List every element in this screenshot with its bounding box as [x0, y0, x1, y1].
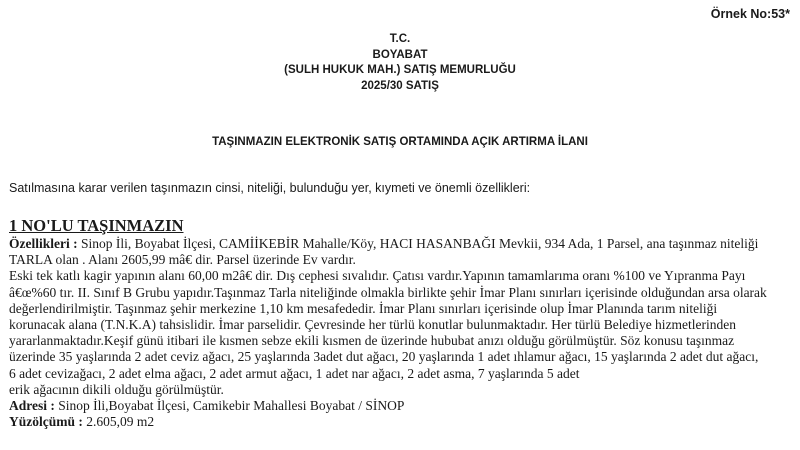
announcement-title: TAŞINMAZIN ELEKTRONİK SATIŞ ORTAMINDA AÇIK ARTIRMA İLANI [212, 136, 588, 148]
area-label: Yüzölçümü : [9, 414, 83, 430]
features-label: Özellikleri : [9, 236, 78, 251]
property-section [9, 216, 794, 430]
address-label: Adresi : [9, 398, 55, 414]
header-line-tc: T.C. [389, 33, 411, 45]
area-line [9, 414, 794, 430]
address-line [9, 398, 794, 414]
features-line: 6 adet cevizağacı, 2 adet elma ağacı, 2 adet armut ağacı, 1 adet nar ağacı, 2 adet asma, 7 yaşlarında 5 adet [9, 365, 580, 381]
features-line: Eski tek katlı kagir yapının alanı 60,00 m2â€ dir. Dış cephesi sıvalıdır. Çatısı vardır.Yapının tamamlarıma oranı %100 ve Yıpranma Payı [9, 268, 746, 284]
features-line: TARLA olan . Alanı 2605,99 mâ€ dir. Parsel üzerinde Ev vardır. [9, 252, 356, 268]
address-value: Sinop İli,Boyabat İlçesi, Camikebir Mahallesi Boyabat / SİNOP [54, 398, 405, 414]
example-number: Örnek No:53* [710, 7, 790, 21]
features-line: değerlendirilmiştir. Taşınmaz şehir merkezine 1,10 km mesafededir. İmar Planı sınırları içerisinde olup İmar Planında tarım niteliği [9, 300, 718, 316]
features-line: erik ağacının dikili olduğu görülmüştür. [9, 381, 224, 397]
features-line: â€œ%60 tır. II. Sınıf B Grubu yapıdır.Taşınmaz Tarla niteliğinde olmakla birlikte şehir İmar Planı sınırları içerisinde olduğundan arsa olarak [9, 284, 767, 300]
features-line: korunacak alana (T.N.K.A) tahsislidir. İmar parselidir. Çevresinde her türlü konutlar bulunmaktadır. Her türlü Belediye hizmetlerinden [9, 317, 737, 333]
header-line-district: BOYABAT [372, 48, 428, 61]
header-line-case-no: 2025/30 SATIŞ [361, 79, 439, 92]
intro-text: Satılmasına karar verilen taşınmazın cinsi, niteliği, bulunduğu yer, kıymeti ve önemli özellikleri: [9, 181, 531, 195]
features-text: Sinop İli, Boyabat İlçesi, CAMİİKEBİR Mahalle/Köy, HACI HASANBAĞI Mevkii, 934 Ada, 1 Parsel, ana taşınmaz niteliği [77, 236, 759, 251]
property-heading: 1 NO'LU TAŞINMAZIN [9, 216, 184, 235]
features-line [9, 236, 794, 252]
features-line: yararlanmaktadır.Keşif günü itibari ile kısmen sebze ekili kısmen de üzerinde hububat anızı olduğu görülmüştür. Söz konusu taşınmaz [9, 333, 735, 349]
header-line-office: (SULH HUKUK MAH.) SATIŞ MEMURLUĞU [284, 64, 516, 76]
features-line: üzerinde 35 yaşlarında 2 adet ceviz ağacı, 25 yaşlarında 3adet dut ağacı, 20 yaşlarında 1 adet ıhlamur ağacı, 15 yaşlarında 2 adet dut ağacı, [9, 349, 759, 365]
area-value: 2.605,09 m2 [82, 414, 155, 430]
office-header [0, 32, 800, 94]
